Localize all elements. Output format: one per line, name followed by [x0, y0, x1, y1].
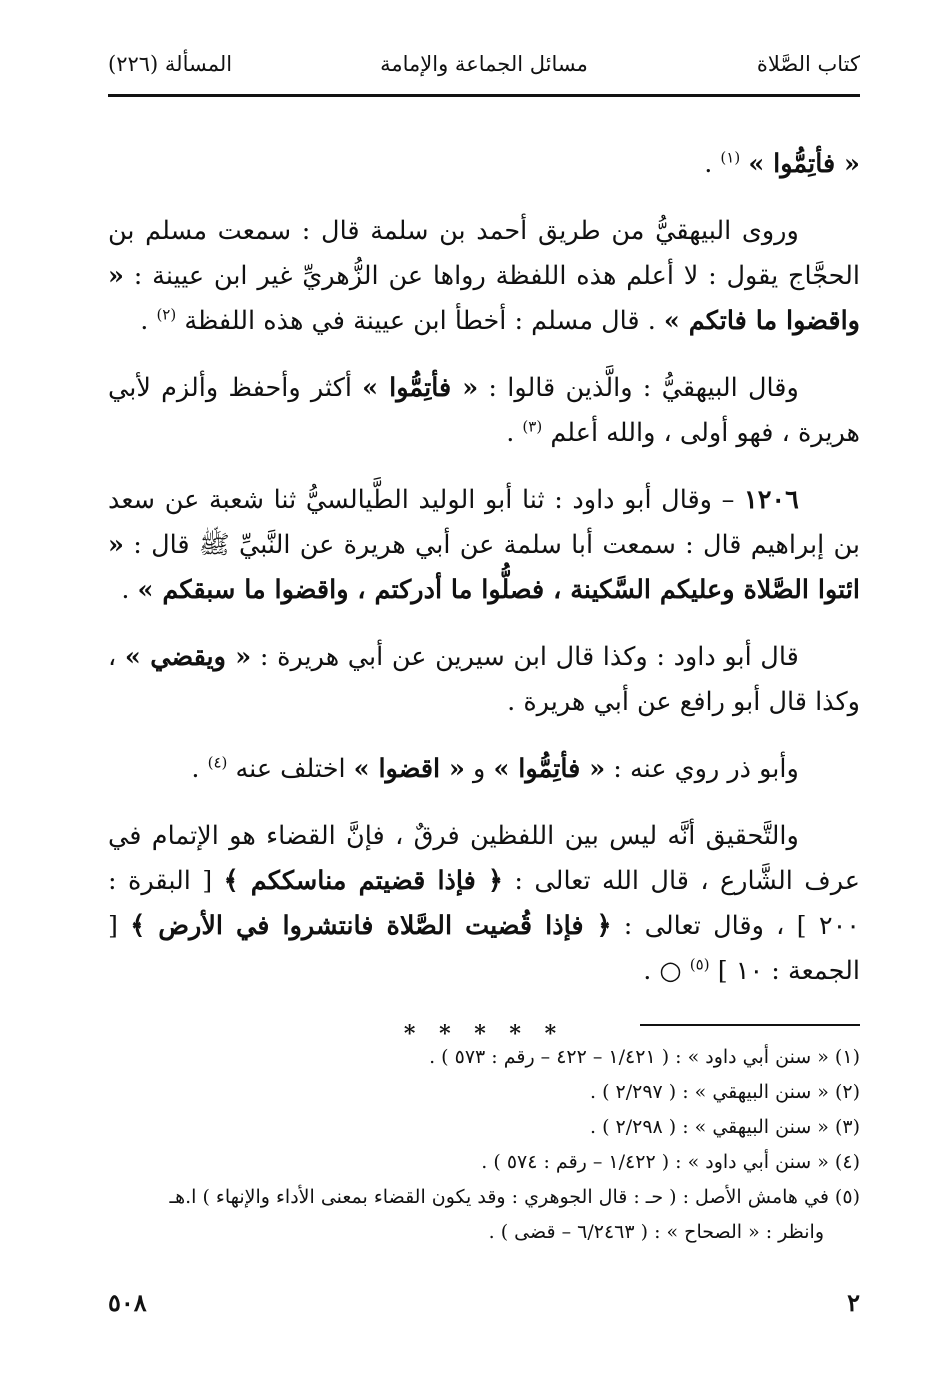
paragraph-1	[108, 209, 860, 344]
main-text	[108, 142, 860, 1057]
header-rule	[108, 94, 860, 97]
footnote-item: (٢) « سنن البيهقي » : ( ٢/٢٩٧ ) .	[589, 1081, 860, 1103]
paragraph-2	[108, 366, 860, 456]
footnote-item: (٤) « سنن أبي داود » : ( ١/٤٢٢ – رقم : ٥٧٤ ) .	[481, 1151, 860, 1173]
paragraph-text: وروى البيهقيُّ من طريق أحمد بن سلمة قال : سمعت مسلم بن الحجَّاج يقول : لا أعلم هذه اللفظة رواها عن الزُّهريِّ غير ابن عيينة :	[108, 216, 860, 291]
section-separator: * * * * *	[403, 1021, 565, 1047]
paragraph-6	[108, 814, 860, 994]
paragraph-text: أكثر وأحفظ وألزم لأبي هريرة ، فهو أولى ، والله أعلم	[108, 373, 860, 448]
paragraph-text: ، وقال تعالى :	[623, 911, 785, 941]
paragraph-0	[108, 142, 860, 187]
volume-number: ٢	[847, 1288, 860, 1317]
quran-source: [ الجمعة : ١٠ ]	[108, 911, 860, 986]
footnote-continuation: وانظر : « الصحاح » : ( ٦/٢٤٦٣ – قضى ) .	[488, 1221, 824, 1243]
punctuation: .	[191, 754, 200, 784]
paragraph-3	[108, 478, 860, 613]
paragraph-text: . قال مسلم : أخطأ ابن عيينة في هذه اللفظة	[184, 306, 656, 336]
hadith-quote: « ائتوا الصَّلاة وعليكم السَّكينة ، فصلُّوا ما أدركتم ، واقضوا ما سبقكم »	[108, 530, 860, 605]
paragraph-text: وأبو ذر روي عنه :	[613, 754, 799, 784]
header-book-title: كتاب الصَّلاة	[756, 52, 860, 76]
hadith-quote: « اقضوا »	[353, 754, 465, 784]
quran-quote: ﴿ فإذا قُضيت الصَّلاة فانتشروا في الأرض ﴾	[130, 911, 612, 941]
header-issue-number: المسألة (٢٢٦)	[108, 52, 233, 76]
paragraph-5	[108, 747, 860, 792]
paragraph-text: ، وكذا قال أبو رافع عن أبي هريرة .	[108, 642, 860, 717]
hadith-quote: « واقضوا ما فاتكم »	[108, 261, 860, 336]
hadith-quote: « فأتِمُّوا »	[493, 754, 606, 784]
paragraph-text: قال أبو داود : وكذا قال ابن سيرين عن أبي هريرة :	[259, 642, 799, 672]
quran-source: [ البقرة : ٢٠٠ ]	[108, 866, 860, 941]
footnote-rule	[640, 1024, 860, 1026]
page-number: ٥٠٨	[108, 1288, 147, 1317]
hadith-quote: « فأتِمُّوا »	[748, 149, 860, 179]
hadith-number: ١٢٠٦	[744, 485, 799, 515]
punctuation: .	[704, 149, 713, 179]
punctuation: .	[506, 418, 515, 448]
hadith-quote: « ويقضي »	[124, 642, 252, 672]
footnote-ref: (٤)	[207, 753, 228, 772]
quran-quote: ﴿ فإذا قضيتم مناسككم ﴾	[223, 866, 503, 896]
header-chapter-title: مسائل الجماعة والإمامة	[380, 52, 588, 76]
paragraph-text: والتَّحقيق أنَّه ليس بين اللفظين فرقٌ ، فإنَّ القضاء هو الإتمام في عرف الشَّارع ، قال الله تعالى :	[108, 821, 860, 896]
paragraph-text: – وقال أبو داود : ثنا أبو الوليد الطَّيالسيُّ ثنا شعبة عن سعد بن إبراهيم قال : سمعت أبا سلمة عن أبي هريرة عن النَّبيِّ ﷺ قال :	[108, 485, 860, 560]
paragraph-text: وقال البيهقيُّ : والَّذين قالوا :	[488, 373, 799, 403]
end-of-issue-mark: ○ .	[643, 956, 682, 986]
paragraph-text: اختلف عنه	[235, 754, 346, 784]
footnote-item: (١) « سنن أبي داود » : ( ١/٤٢١ – ٤٢٢ – رقم : ٥٧٣ ) .	[429, 1046, 860, 1068]
hadith-quote: « فأتِمُّوا »	[362, 373, 479, 403]
footnote-ref: (٣)	[522, 417, 543, 436]
footnote-ref: (٢)	[156, 305, 177, 324]
punctuation: .	[121, 575, 130, 605]
page-footer	[108, 1288, 860, 1328]
footnote-ref: (١)	[720, 148, 741, 167]
punctuation: .	[140, 306, 149, 336]
footnotes	[108, 1040, 860, 1250]
footnote-item: (٣) « سنن البيهقي » : ( ٢/٢٩٨ ) .	[589, 1116, 860, 1138]
paragraph-4	[108, 635, 860, 725]
footnote-item: (٥) في هامش الأصل : ( حـ : قال الجوهري : وقد يكون القضاء بمعنى الأداء والإنهاء ) ا.هـ	[169, 1186, 860, 1208]
footnote-ref: (٥)	[689, 955, 710, 974]
paragraph-text: و	[473, 754, 486, 784]
running-header	[108, 52, 860, 88]
